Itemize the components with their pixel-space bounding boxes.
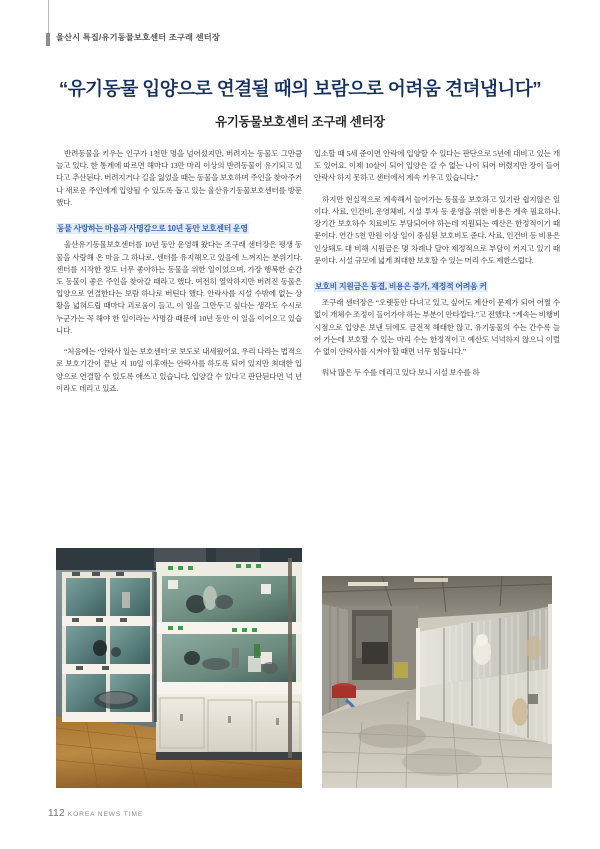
photo-kennel-corridor bbox=[322, 576, 552, 788]
paragraph: 워낙 많은 두 수를 데리고 있다 보니 시설 보수를 하 bbox=[322, 368, 480, 378]
page-title: “유기동물 입양으로 연결될 때의 보람으로 어려움 견뎌냅니다” bbox=[58, 78, 542, 99]
page-subtitle: 유기동물보호센터 조구래 센터장 bbox=[215, 115, 385, 129]
paragraph: 조구래 센터장은 “오랫동안 다녀고 있고, 싶어도 계산이 문제가 되어 어쩔 수 없이 개체수 조정이 들어가야 하는 부분이 안타깝다.”고 전했다. “계속는 비행비 시점으로 입양은 보낸 뒤에도 금전적 해태한 않고, 유기동물의 수는 간수록 늘어 가는데 보호할 수 있는 마리 수는 한정적이고 예산도 넉넉하지 않으니 이럴 수 없이 안락사를 시켜야 할 때면 너무 힘듭니다.” bbox=[314, 298, 560, 357]
photo-shelter-interior-graphic bbox=[56, 548, 302, 788]
publication-name: KOREA NEWS TIME bbox=[67, 811, 144, 818]
right-column bbox=[314, 148, 560, 389]
section-heading-left: 동물 사랑하는 마음과 사명감으로 10년 동안 보호센터 운영 bbox=[57, 224, 248, 234]
paragraph: “처음에는 ‘안락사 일는 보호센터’로 보도로 내세웠어요. 우리 나라는 법적으로 보호기간이 끝난 지 10일 이후에는 안락사를 하도록 되어 있지만 최대한 입양으로 연결할 수 있도록 애쓰고 있습니다. 입양갈 수 있다고 판단된다면 넉 년이라도 데리고 있죠. bbox=[56, 347, 302, 393]
photo-shelter-interior-cages bbox=[56, 548, 302, 788]
paragraph: 반려동물을 키우는 인구가 1천만 명을 넘어섰지만, 버려지는 동물도 그만큼 늘고 있다. 한 통계에 따르면 해마다 13만 마리 이상의 반려동물이 유기되고 있다고 추산된다. 버려지거나 길을 잃었을 때는 동물을 보호하며 주인을 찾아주거나 새로운 주인에게 입양될 수 있도록 돕고 있는 울산유기동물보호센터를 방문했다. bbox=[56, 149, 302, 207]
left-column bbox=[56, 148, 302, 404]
paragraph: 입소할 때 5세 준이면 안락에 입양할 수 있다는 판단으로 5년에 대비고 있는 개도 있어요. 이제 10살이 되어 입양은 갈 수 없는 나이 되어 버렸지만 장이 들어 안락사 하지 못하고 센터에서 계속 키우고 있습니다.” bbox=[314, 149, 560, 183]
breadcrumb: 울산시 특집/유기동물보호센터 조구래 센터장 bbox=[56, 33, 220, 42]
spine-rule bbox=[48, 0, 49, 34]
paragraph: 울산유기동물보호센터를 10년 동안 운영해 왔다는 조구래 센터장은 평생 동물을 사랑해 온 마음 그 하나로, 센터를 유지해오고 있음에 느껴지는 분위기다. 센터를 시작한 정도 너무 좋아하는 동물을 위한 일이었으며, 가장 행복한 순간도 동물이 좋은 주인을 찾아갈 때라고 했다. 여전히 열악하지만 버려진 동물은 입양으로 연결한다는 보람 하나로 버틴다 했다. 안락사를 시설 수밖에 없는 상황을 넓혀드립 때마다 괴로움이 들고, 이 일을 그만두고 싶다는 생각도 수시로 누군가는 꼭 해야 한 일이라는 사명감 때문에 10년 동안 이 일을 이어오고 있습니다. bbox=[56, 240, 302, 335]
header-marker-bar bbox=[46, 33, 50, 46]
page-number: 112 bbox=[48, 808, 65, 819]
page-footer bbox=[48, 803, 143, 821]
section-heading-right: 보호비 지원금은 동결, 비용은 증가, 재정적 어려움 커 bbox=[315, 281, 487, 291]
photo-kennel-corridor-graphic bbox=[322, 576, 552, 788]
paragraph: 하지만 현실적으로 계속해서 늘어가는 동물을 보호하고 있기란 쉽지않은 일이다. 사료, 인건비, 운영체비, 시설 투자 등 운영을 위한 비용은 계속 필요하나, 장기간 보호하수 치료비도 부담되어야 하는데 지원되는 예산은 한정적이기 때문이다. 연간 5천 만원 이상 일이 중심된 보호비도 준다. 사료, 인건비 등 비용은 인상돼도 대 비해 시원금은 몇 차례나 달아 제정적으로 부담이 커지고 있기 때문이다. 시설 규모에 넓게 최대한 보호할 수 있는 머리 수도 제한스럽다. bbox=[314, 194, 560, 265]
